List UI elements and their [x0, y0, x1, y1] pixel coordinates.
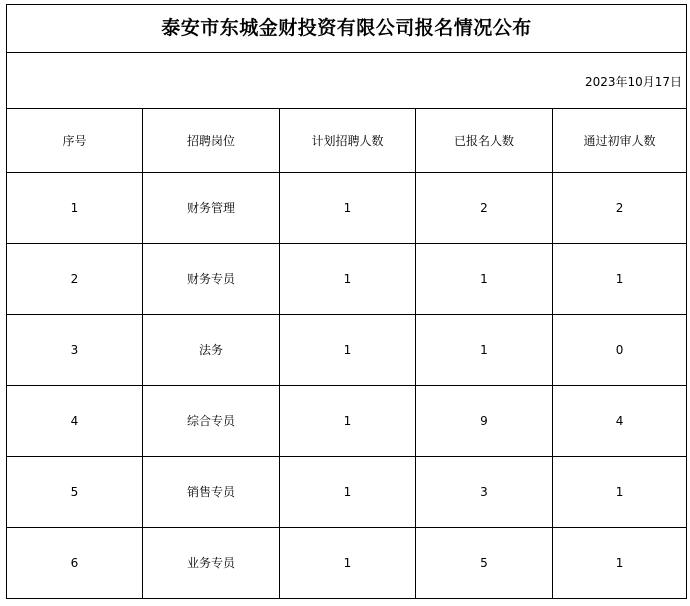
page-title: 泰安市东城金财投资有限公司报名情况公布: [7, 5, 687, 53]
table-row: [7, 315, 687, 386]
column-header-index: 序号: [7, 109, 143, 173]
title-row: [7, 5, 687, 53]
cell-index: 5: [7, 457, 143, 528]
column-header-planned: 计划招聘人数: [280, 109, 416, 173]
cell-index: 4: [7, 386, 143, 457]
cell-index: 1: [7, 173, 143, 244]
cell-passed: 0: [553, 315, 687, 386]
cell-registered: 3: [416, 457, 553, 528]
column-header-position: 招聘岗位: [143, 109, 280, 173]
cell-registered: 1: [416, 315, 553, 386]
date-cell: [7, 53, 687, 109]
cell-registered: 5: [416, 528, 553, 599]
cell-position: 销售专员: [143, 457, 280, 528]
table-row: [7, 173, 687, 244]
cell-position: 综合专员: [143, 386, 280, 457]
table-row: [7, 528, 687, 599]
cell-passed: 2: [553, 173, 687, 244]
cell-passed: 1: [553, 244, 687, 315]
registration-table: [6, 4, 687, 599]
cell-registered: 1: [416, 244, 553, 315]
cell-position: 财务专员: [143, 244, 280, 315]
column-header-passed: 通过初审人数: [553, 109, 687, 173]
cell-passed: 1: [553, 457, 687, 528]
cell-planned: 1: [280, 386, 416, 457]
cell-registered: 9: [416, 386, 553, 457]
header-row: [7, 109, 687, 173]
cell-planned: 1: [280, 173, 416, 244]
cell-index: 2: [7, 244, 143, 315]
table-row: [7, 457, 687, 528]
cell-passed: 4: [553, 386, 687, 457]
cell-planned: 1: [280, 315, 416, 386]
table-row: [7, 244, 687, 315]
cell-index: 3: [7, 315, 143, 386]
cell-planned: 1: [280, 457, 416, 528]
cell-planned: 1: [280, 528, 416, 599]
cell-planned: 1: [280, 244, 416, 315]
cell-passed: 1: [553, 528, 687, 599]
cell-index: 6: [7, 528, 143, 599]
cell-registered: 2: [416, 173, 553, 244]
cell-position: 法务: [143, 315, 280, 386]
publish-date: 2023年10月17日: [584, 74, 683, 89]
cell-position: 业务专员: [143, 528, 280, 599]
cell-position: 财务管理: [143, 173, 280, 244]
column-header-registered: 已报名人数: [416, 109, 553, 173]
table-row: [7, 386, 687, 457]
date-row: [7, 53, 687, 109]
